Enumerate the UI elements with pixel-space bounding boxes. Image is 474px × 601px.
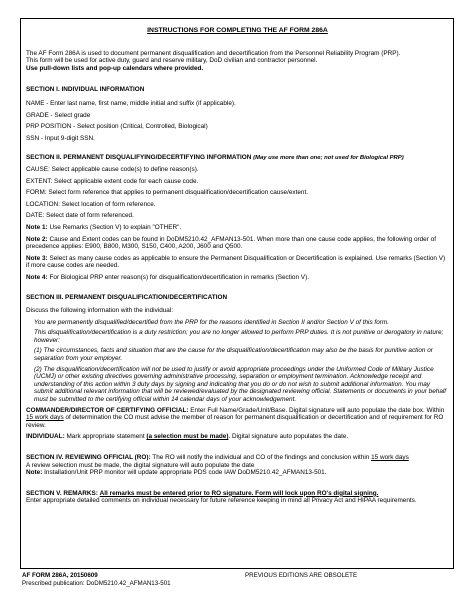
section-4 bbox=[26, 454, 449, 462]
section-3-point-1: (1) The circumstances, facts and situation that are the cause for the disqualification/decertification may also be the basis for punitive action or separation from your employer. bbox=[34, 347, 433, 363]
section-3-individual bbox=[26, 433, 449, 441]
note-4-label: Note 4: bbox=[26, 273, 48, 281]
individual-required: (a selection must be made) bbox=[146, 433, 229, 441]
commander-deadline: 15 work days bbox=[26, 414, 64, 422]
instructions-frame bbox=[20, 18, 454, 569]
section-3-discuss: Discuss the following information with the individual: bbox=[26, 307, 174, 315]
section-5-text: Enter appropriate detailed comments on individual necessary for future reference keeping in mind all Privacy Act and HIPAA requirements. bbox=[26, 497, 417, 505]
intro-line-2: This form will be used for active duty, guard and reserve military, DoD civilian and contractor personnel. bbox=[26, 57, 318, 65]
footer-left bbox=[22, 572, 171, 588]
section-5 bbox=[26, 490, 449, 498]
section-4-heading: SECTION IV. REVIEWING OFFICIAL (RO): bbox=[26, 453, 151, 461]
section-3-commander bbox=[26, 407, 449, 430]
note-3-text: Select as many cause codes as applicable to ensure the Permanent Disqualification or Decertification is explained. Use remarks (Section V) if more cause codes are needed. bbox=[26, 254, 446, 270]
section-3-point-2: (2) The disqualification/decertification will not be used to justify or avoid appropriate proceedings under the Uniformed Code of Military Justice (UCMJ) or other existing directives governing administrative processing, separation or employment termination. Acknowledge receipt and understanding of this action within 3 duty days by signing and indicating that you do or do not wish to submit additional information. You may submit additional relevant information that will be reviewed/evaluated by the designated reviewing official. Statements or documents in your behalf must be submitted to the certifying official within 14 calendar days of your acknowledgement. bbox=[34, 365, 447, 403]
section-1-item-ssn: SSN - Input 9-digit SSN. bbox=[26, 134, 95, 142]
section-2-heading bbox=[26, 154, 449, 163]
section-3-statement-1: You are permanently disqualified/decertified from the PRP for the reasons identified in Section II and/or Section V of this form. bbox=[34, 318, 389, 326]
footer-editions: PREVIOUS EDITIONS ARE OBSOLETE bbox=[245, 572, 358, 579]
section-4-note-label: Note: bbox=[26, 469, 43, 477]
intro-line-3: Use pull-down lists and pop-up calendars where provided. bbox=[26, 64, 204, 72]
section-4-note bbox=[26, 469, 449, 477]
section-1-heading: SECTION I. INDIVIDUAL INFORMATION bbox=[26, 86, 145, 94]
note-1-label: Note 1: bbox=[26, 223, 48, 231]
commander-text-a: Enter Full Name/Grade/Unit/Base. Digital signature will auto populate the date box. Within bbox=[190, 406, 445, 414]
section-2-note-1 bbox=[26, 224, 449, 232]
intro-block bbox=[26, 50, 449, 73]
section-5-warning: All remarks must be entered prior to RO signature. Form will lock upon RO's digital signing. bbox=[99, 489, 379, 497]
commander-label: COMMANDER/DIRECTOR OF CERTIFYING OFFICIAL: bbox=[26, 406, 189, 414]
section-2-note-4 bbox=[26, 274, 449, 282]
section-2-item-cause: CAUSE: Select applicable cause code(s) to define reason(s). bbox=[26, 165, 199, 173]
section-3-statement-2: This disqualification/decertification is a duty restriction; you are no longer allowed to perform PRP duties. It is not punitive or derogatory in nature; however: bbox=[34, 329, 444, 344]
page-title: INSTRUCTIONS FOR COMPLETING THE AF FORM 286A bbox=[147, 27, 328, 34]
section-5-heading: SECTION V. REMARKS: bbox=[26, 489, 98, 497]
section-2-heading-text: SECTION II. PERMANENT DISQUALIFYING/DECERTIFYING INFORMATION bbox=[26, 154, 252, 162]
note-3-label: Note 3: bbox=[26, 254, 48, 262]
footer-prescribed: Prescribed publication: DoDM5210.42_AFMAN13-501 bbox=[22, 580, 171, 587]
section-2-item-location: LOCATION: Select location of form reference. bbox=[26, 200, 156, 208]
note-4-text: For Biological PRP enter reason(s) for disqualification/decertification in remarks (Section V). bbox=[49, 273, 309, 281]
individual-text-b: . Digital signature auto populates the date. bbox=[228, 433, 349, 441]
individual-label: INDIVIDUAL: bbox=[26, 433, 65, 441]
section-4-deadline: 15 work days bbox=[371, 453, 409, 461]
note-2-label: Note 2: bbox=[26, 235, 48, 243]
footer-form-id: AF FORM 286A, 20150609 bbox=[22, 572, 98, 579]
section-3-heading: SECTION III. PERMANENT DISQUALIFICATION/DECERTIFICATION bbox=[26, 294, 228, 302]
section-2-note-2 bbox=[26, 236, 449, 251]
note-1-text: Use Remarks (Section V) to explain "OTHER". bbox=[49, 223, 182, 231]
section-2-item-extent: EXTENT: Select applicable extent code for each cause code. bbox=[26, 177, 199, 185]
section-1-item-name: NAME - Enter last name, first name, middle initial and suffix (if applicable). bbox=[26, 99, 236, 107]
section-1-item-grade: GRADE - Select grade bbox=[26, 111, 91, 119]
section-2-item-form: FORM: Select form reference that applies to permanent disqualification/decertification cause/extent. bbox=[26, 189, 309, 197]
section-4-text-b: A review selection must be made, the digital signature will auto populate the date bbox=[26, 461, 255, 469]
intro-line-1: The AF Form 286A is used to document permanent disqualification and decertification from the Personnel Reliability Program (PRP). bbox=[26, 49, 401, 57]
section-2-note-3 bbox=[26, 255, 449, 270]
section-4-text-a: The RO will notify the individual and CO of the findings and conclusion within bbox=[152, 453, 370, 461]
commander-text-b: of determination the CO must advise the member of reason for permanent disqualification or decertification and of requirement for RO review. bbox=[26, 414, 444, 429]
section-4-note-text: Installation/Unit PRP monitor will update appropriate PDS code IAW DoDM5210.42_AFMAN13-501. bbox=[44, 469, 327, 477]
section-2-heading-note: (May use more than one; not used for Biological PRP) bbox=[253, 155, 404, 162]
note-2-text: Cause and Extent codes can be found in DoDM5210.42_AFMAN13-501. When more than one cause code applies, the following order of precedence applies: E900, B800, M300, S150, C400, A200, J600 and Q500. bbox=[26, 235, 436, 251]
section-1-item-position: PRP POSITION - Select position (Critical, Controlled, Biological) bbox=[26, 123, 208, 131]
section-2-item-date: DATE: Select date of form referenced. bbox=[26, 212, 134, 220]
section-3-statements bbox=[26, 319, 449, 404]
individual-text-a: Mark appropriate statement bbox=[66, 433, 145, 441]
